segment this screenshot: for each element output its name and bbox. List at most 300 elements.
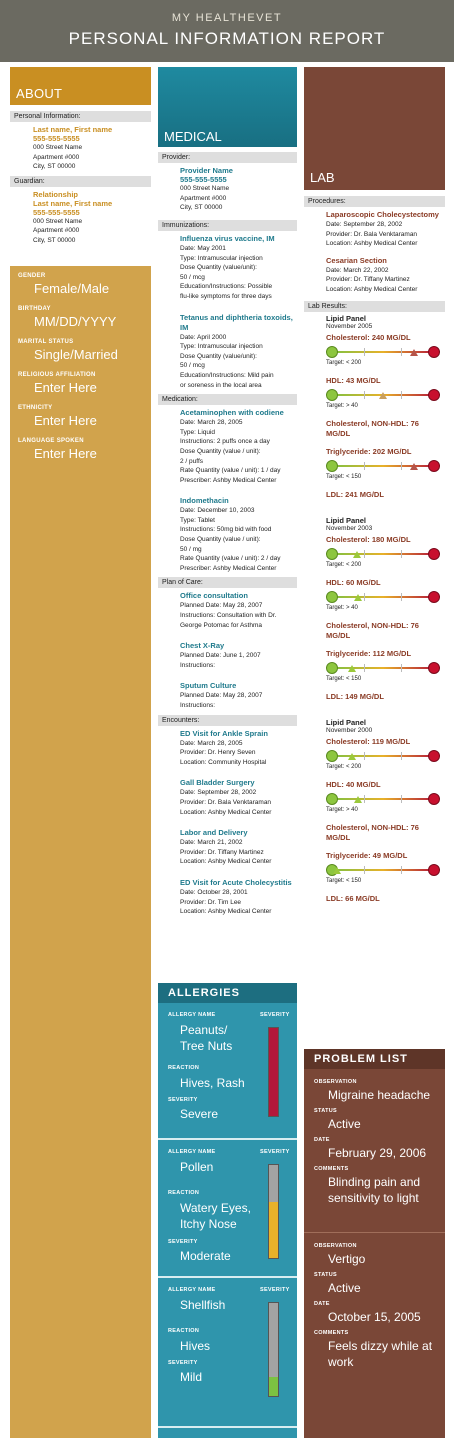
immunization-detail: Dose Quantity (value/unit): (180, 264, 257, 272)
procedure-title: Cesarian Section (326, 255, 387, 265)
immunization-item (180, 313, 297, 391)
medication-detail: Prescriber: Ashby Medical Center (180, 476, 277, 484)
provider-label: Provider: (158, 152, 297, 163)
gauge-marker-icon (353, 551, 361, 558)
gauge-tick (364, 752, 365, 760)
problem-date-label: DATE (314, 1301, 330, 1307)
procedures-label: Procedures: (304, 196, 445, 207)
gauge-track (331, 755, 435, 757)
encounter-detail: Date: March 21, 2002 (180, 839, 243, 847)
lab-test (326, 737, 445, 772)
encounter-detail: Location: Ashby Medical Center (180, 908, 272, 916)
plan-item-detail: Planned Date: May 28, 2007 (180, 602, 263, 610)
lab-test-name: Triglyceride: 112 MG/DL (326, 648, 412, 658)
gauge-track (331, 596, 435, 598)
encounter-title: ED Visit for Ankle Sprain (180, 728, 268, 738)
allergy-item (158, 1003, 297, 1140)
gender-value: Female/Male (34, 281, 110, 296)
medication-detail: Type: Liquid (180, 428, 216, 436)
gauge-low-dot (326, 548, 338, 560)
problem-date: February 29, 2006 (328, 1146, 427, 1160)
immunization-detail: or soreness in the local area (180, 381, 262, 389)
medication-detail: Instructions: 2 puffs once a day (180, 438, 270, 446)
gauge-low-dot (326, 591, 338, 603)
encounters-list (158, 726, 297, 921)
problem-comments: Feels dizzy while at work (328, 1339, 433, 1369)
problem-observation: Migraine headache (328, 1088, 431, 1102)
lab-test-name: Cholesterol: 240 MG/DL (326, 332, 411, 342)
gauge-marker-icon (410, 349, 418, 356)
gauge-tick (364, 391, 365, 399)
personal-city: City, ST 00000 (33, 163, 76, 171)
lab-test-target: Target: > 40 (326, 806, 358, 813)
lab-test-name: Triglyceride: 49 MG/DL (326, 850, 408, 860)
gauge-tick (364, 550, 365, 558)
medical-heading: MEDICAL (158, 67, 297, 147)
severity-level-label: SEVERITY (168, 1360, 198, 1366)
lab-test-target: Target: < 200 (326, 763, 362, 770)
lab-test-target: Target: < 200 (326, 359, 362, 366)
severity-bar (268, 1302, 279, 1397)
lab-test-target: Target: > 40 (326, 604, 358, 611)
medication-detail: Prescriber: Ashby Medical Center (180, 564, 277, 572)
medical-column (158, 67, 297, 1438)
procedure-detail: Location: Ashby Medical Center (326, 240, 418, 248)
lab-heading: LAB (304, 67, 445, 190)
plan-item-detail: Planned Date: June 1, 2007 (180, 652, 261, 660)
religion-value: Enter Here (34, 380, 97, 395)
plan-item-detail: George Potomac for Asthma (180, 621, 263, 629)
lab-gauge (326, 590, 440, 604)
problem-comments-label: COMMENTS (314, 1330, 349, 1336)
gauge-tick (401, 550, 402, 558)
encounter-item (180, 729, 297, 768)
allergy-name-label: ALLERGY NAME (168, 1287, 216, 1293)
problem-item (304, 1069, 445, 1233)
gauge-low-dot (326, 750, 338, 762)
encounter-title: Labor and Delivery (180, 828, 248, 838)
language-value: Enter Here (34, 446, 97, 461)
plan-item-item (180, 641, 297, 670)
problem-status-label: STATUS (314, 1272, 337, 1278)
language-label: LANGUAGE SPOKEN (18, 438, 84, 444)
lab-test (326, 376, 445, 411)
lab-test (326, 447, 445, 482)
about-heading: ABOUT (10, 67, 151, 105)
provider-block (158, 163, 297, 220)
birthday-value: MM/DD/YYYY (34, 314, 117, 329)
gauge-low-dot (326, 389, 338, 401)
plan-item-detail: Instructions: (180, 702, 216, 709)
allergy-name: Shellfish (180, 1298, 226, 1312)
procedure-detail: Date: March 22, 2002 (326, 266, 389, 274)
plan-item-title: Chest X-Ray (180, 641, 225, 651)
encounter-detail: Location: Ashby Medical Center (180, 858, 272, 866)
allergy-severity: Mild (180, 1370, 203, 1384)
ethnicity-field (18, 405, 148, 438)
allergy-reaction: Hives (180, 1339, 211, 1353)
severity-bar-fill (269, 1377, 278, 1396)
encounter-detail: Date: March 28, 2005 (180, 739, 243, 747)
guardian-name: Last name, First name (33, 198, 113, 208)
severity-label: SEVERITY (260, 1012, 290, 1018)
encounter-detail: Date: September 28, 2002 (180, 789, 257, 797)
medication-detail: Instructions: 50mg bid with food (180, 526, 272, 534)
problem-list-panel (304, 1049, 445, 1438)
gauge-track (331, 667, 435, 669)
lab-gauge (326, 749, 440, 763)
lab-test (326, 621, 445, 641)
procedure-detail: Location: Ashby Medical Center (326, 285, 418, 293)
problem-observation-label: OBSERVATION (314, 1079, 357, 1085)
medication-detail: 2 / puffs (180, 457, 204, 465)
gauge-track (331, 869, 435, 871)
problem-date: October 15, 2005 (328, 1310, 421, 1324)
encounter-detail: Provider: Dr. Tim Lee (180, 898, 242, 906)
ethnicity-label: ETHNICITY (18, 405, 53, 411)
plan-item-item (180, 591, 297, 630)
plan-item-detail: Planned Date: May 28, 2007 (180, 692, 263, 700)
lab-test-name: LDL: 66 MG/DL (326, 893, 380, 903)
immunization-detail: Date: May 2001 (180, 245, 226, 252)
lab-panel (304, 514, 445, 716)
lab-panel (304, 312, 445, 514)
lab-panel-date: November 2005 (326, 322, 373, 330)
gauge-marker-icon (348, 665, 356, 672)
immunization-detail: flu-like symptoms for three days (180, 292, 272, 300)
lab-test (326, 851, 445, 886)
encounter-detail: Location: Community Hospital (180, 758, 267, 766)
lab-test (326, 692, 445, 702)
ethnicity-value: Enter Here (34, 413, 97, 428)
reaction-label: REACTION (168, 1065, 200, 1071)
provider-apt: Apartment #000 (180, 194, 227, 202)
gauge-marker-icon (410, 463, 418, 470)
gauge-tick (364, 348, 365, 356)
lab-test (326, 649, 445, 684)
personal-apt: Apartment #000 (33, 153, 80, 161)
provider-phone: 555-555-5555 (180, 175, 227, 184)
medication-list (158, 405, 297, 577)
personal-street: 000 Street Name (33, 144, 83, 151)
allergy-severity: Moderate (180, 1249, 231, 1263)
lab-test-target: Target: < 150 (326, 473, 362, 480)
gauge-high-dot (428, 346, 440, 358)
problem-observation: Vertigo (328, 1252, 366, 1266)
encounter-item (180, 828, 297, 867)
gauge-tick (364, 593, 365, 601)
gauge-tick (364, 462, 365, 470)
lab-test-target: Target: < 150 (326, 675, 362, 682)
lab-panel-date: November 2000 (326, 726, 373, 734)
medical-sections (158, 220, 297, 921)
gauge-tick (401, 795, 402, 803)
gauge-low-dot (326, 662, 338, 674)
allergy-name-label: ALLERGY NAME (168, 1012, 216, 1018)
provider-name: Provider Name (180, 166, 233, 175)
gauge-high-dot (428, 750, 440, 762)
demographics (18, 273, 148, 471)
marital-field (18, 339, 148, 372)
severity-bar-fill (269, 1028, 278, 1116)
lab-column (304, 67, 445, 1438)
allergy-reaction: Watery Eyes, Itchy Nose (180, 1201, 251, 1231)
immunization-detail: 50 / mcg (180, 273, 205, 281)
encounter-item (180, 778, 297, 817)
gauge-high-dot (428, 548, 440, 560)
severity-level-label: SEVERITY (168, 1239, 198, 1245)
medication-detail: Dose Quantity (value / unit): (180, 447, 261, 455)
about-column (10, 67, 151, 1438)
lab-test-name: HDL: 40 MG/DL (326, 779, 381, 789)
reaction-label: REACTION (168, 1190, 200, 1196)
procedure-detail: Date: September 28, 2002 (326, 221, 403, 228)
gender-label: GENDER (18, 273, 46, 279)
severity-bar (268, 1027, 279, 1117)
procedure-detail: Provider: Dr. Tiffany Martinez (326, 276, 410, 284)
gauge-tick (401, 593, 402, 601)
procedure-list (304, 207, 445, 299)
severity-bar (268, 1164, 279, 1259)
lab-test-name: Cholesterol: 119 MG/DL (326, 736, 411, 746)
immunizations-list (158, 231, 297, 394)
encounter-detail: Provider: Dr. Bala Venktaraman (180, 798, 272, 806)
gauge-track (331, 465, 435, 467)
lab-test (326, 333, 445, 368)
gauge-tick (401, 866, 402, 874)
encounter-title: Gall Bladder Surgery (180, 778, 255, 788)
allergy-name-label: ALLERGY NAME (168, 1149, 216, 1155)
provider-city: City, ST 00000 (180, 204, 223, 212)
medication-title: Acetaminophen with codiene (180, 408, 284, 418)
allergy-severity: Severe (180, 1107, 219, 1121)
gauge-marker-icon (379, 392, 387, 399)
birthday-label: BIRTHDAY (18, 306, 51, 312)
encounter-detail: Date: October 28, 2001 (180, 888, 248, 896)
severity-label: SEVERITY (260, 1149, 290, 1155)
immunization-detail: 50 / mcg (180, 362, 205, 370)
gauge-tick (401, 348, 402, 356)
lab-gauge (326, 388, 440, 402)
lab-results-label: Lab Results: (304, 301, 445, 312)
procedure-detail: Provider: Dr. Bala Venktaraman (326, 230, 418, 238)
religion-label: RELIGIOUS AFFILIATION (18, 372, 96, 378)
gauge-high-dot (428, 460, 440, 472)
plan-item-title: Office consultation (180, 591, 248, 601)
lab-panel (304, 716, 445, 918)
gauge-tick (401, 462, 402, 470)
problem-list-heading: PROBLEM LIST (304, 1049, 445, 1069)
problem-date-label: DATE (314, 1137, 330, 1143)
severity-label: SEVERITY (260, 1287, 290, 1293)
medication-detail: Rate Quantity (value / unit): 1 / day (180, 467, 281, 475)
problem-comments: Blinding pain and sensitivity to light (328, 1175, 421, 1205)
guardian-city: City, ST 00000 (33, 236, 76, 244)
lab-test-target: Target: > 40 (326, 402, 358, 409)
personal-phone: 555-555-5555 (33, 134, 80, 143)
lab-gauge (326, 661, 440, 675)
plan-item-detail: Instructions: (180, 661, 216, 669)
lab-test-name: Cholesterol, NON-HDL: 76 MG/DL (326, 822, 419, 842)
marital-label: MARITAL STATUS (18, 339, 74, 345)
language-field (18, 438, 148, 471)
problem-comments-label: COMMENTS (314, 1166, 349, 1172)
reaction-label: REACTION (168, 1328, 200, 1334)
about-contact-panel (10, 105, 151, 266)
lab-test-name: Triglyceride: 202 MG/DL (326, 446, 412, 456)
gauge-tick (401, 752, 402, 760)
immunization-detail: Dose Quantity (value/unit): (180, 352, 257, 360)
lab-panel-date: November 2003 (326, 524, 373, 532)
personal-info-block (10, 122, 151, 172)
gauge-tick (364, 664, 365, 672)
gauge-high-dot (428, 389, 440, 401)
lab-test (326, 535, 445, 570)
guardian-relationship: Relationship (33, 189, 79, 199)
medication-item (180, 496, 297, 573)
allergies-panel (158, 983, 297, 1438)
medication-detail: Dose Quantity (value / unit): (180, 536, 261, 544)
lab-test (326, 823, 445, 843)
guardian-apt: Apartment #000 (33, 227, 80, 235)
severity-bar-fill (269, 1202, 278, 1258)
gauge-marker-icon (333, 867, 341, 874)
lab-panel-title: Lipid Panel (326, 515, 367, 525)
report-header (0, 0, 454, 62)
problem-status-label: STATUS (314, 1108, 337, 1114)
allergy-reaction: Hives, Rash (180, 1076, 245, 1090)
allergy-item (158, 1278, 297, 1428)
encounter-detail: Location: Ashby Medical Center (180, 808, 272, 816)
immunization-detail: Education/Instructions: Mild pain (180, 371, 274, 379)
guardian-phone: 555-555-5555 (33, 207, 80, 217)
lab-gauge (326, 792, 440, 806)
lab-test-name: Cholesterol, NON-HDL: 76 MG/DL (326, 620, 419, 640)
gauge-tick (364, 866, 365, 874)
lab-panel-title: Lipid Panel (326, 717, 367, 727)
procedure-item (304, 253, 445, 299)
lab-test (326, 780, 445, 815)
encounter-item (180, 878, 297, 917)
problem-status: Active (328, 1117, 361, 1131)
allergy-item (158, 1140, 297, 1278)
gauge-low-dot (326, 460, 338, 472)
guardian-street: 000 Street Name (33, 217, 83, 225)
medication-label: Medication: (158, 394, 297, 405)
problem-item (304, 1233, 445, 1409)
gauge-marker-icon (354, 594, 362, 601)
plan-item-item (180, 681, 297, 710)
allergy-name: Pollen (180, 1160, 214, 1174)
gauge-low-dot (326, 346, 338, 358)
gauge-tick (364, 795, 365, 803)
gauge-marker-icon (348, 753, 356, 760)
plan-item-title: Sputum Culture (180, 681, 237, 691)
procedure-title: Laparoscopic Cholecystectomy (326, 210, 439, 219)
encounter-title: ED Visit for Acute Cholecystitis (180, 877, 292, 887)
personal-name: Last name, First name (33, 125, 113, 134)
severity-level-label: SEVERITY (168, 1097, 198, 1103)
encounter-detail: Provider: Dr. Tiffany Martinez (180, 848, 264, 856)
immunization-title: Influenza virus vaccine, IM (180, 234, 275, 243)
lab-test-name: Cholesterol, NON-HDL: 76 MG/DL (326, 418, 419, 438)
medication-detail: Rate Quantity (value / unit): 2 / day (180, 555, 281, 563)
immunization-detail: Type: Intramuscular injection (180, 343, 263, 351)
gender-field (18, 273, 148, 306)
personal-info-label: Personal Information: (10, 111, 151, 122)
birthday-field (18, 306, 148, 339)
gauge-high-dot (428, 662, 440, 674)
problem-status: Active (328, 1281, 361, 1295)
encounter-detail: Provider: Dr. Henry Seven (180, 749, 256, 757)
provider-street: 000 Street Name (180, 185, 230, 192)
lab-test (326, 490, 445, 500)
procedure-item (304, 207, 445, 253)
lab-test-name: LDL: 149 MG/DL (326, 691, 384, 701)
report-title: PERSONAL INFORMATION REPORT (68, 29, 386, 48)
lab-test-target: Target: < 150 (326, 877, 362, 884)
lab-gauge (326, 863, 440, 877)
immunization-detail: Date: April 2000 (180, 333, 227, 341)
immunization-detail: Education/Instructions: Possible (180, 283, 273, 291)
immunizations-label: Immunizations: (158, 220, 297, 231)
problem-items (304, 1069, 445, 1409)
gauge-high-dot (428, 591, 440, 603)
plan-item-detail: Instructions: Consultation with Dr. (180, 612, 277, 620)
gauge-track (331, 798, 435, 800)
problem-observation-label: OBSERVATION (314, 1243, 357, 1249)
medication-detail: Date: December 10, 2003 (180, 507, 255, 515)
allergies-heading: ALLERGIES (158, 983, 297, 1003)
lab-test-name: HDL: 43 MG/DL (326, 375, 381, 385)
religion-field (18, 372, 148, 405)
gauge-track (331, 553, 435, 555)
immunization-detail: Type: Intramuscular injection (180, 254, 263, 262)
gauge-track (331, 351, 435, 353)
immunization-title: Tetanus and diphtheria toxoids, IM (180, 312, 293, 332)
medical-body (158, 152, 297, 921)
lab-test (326, 578, 445, 613)
medication-detail: 50 / mg (180, 545, 202, 553)
allergy-name: Peanuts/ Tree Nuts (180, 1023, 233, 1053)
marital-value: Single/Married (34, 347, 118, 362)
guardian-block (10, 187, 151, 246)
gauge-high-dot (428, 864, 440, 876)
medication-title: Indomethacin (180, 496, 229, 506)
lab-test-name: HDL: 60 MG/DL (326, 577, 381, 587)
gauge-marker-icon (354, 796, 362, 803)
lab-panel-list (304, 312, 445, 918)
medication-detail: Date: March 28, 2005 (180, 419, 243, 427)
plan-list (158, 588, 297, 714)
gauge-low-dot (326, 793, 338, 805)
immunization-item (180, 234, 297, 302)
lab-test-name: LDL: 241 MG/DL (326, 489, 384, 499)
medication-item (180, 408, 297, 485)
encounters-label: Encounters: (158, 715, 297, 726)
lab-test-target: Target: < 200 (326, 561, 362, 568)
lab-panel-title: Lipid Panel (326, 313, 367, 323)
lab-body (304, 196, 445, 918)
lab-test (326, 894, 445, 904)
report-subtitle: MY HEALTHEVET (171, 12, 283, 24)
plan-label: Plan of Care: (158, 577, 297, 588)
lab-test-name: Cholesterol: 180 MG/DL (326, 534, 411, 544)
medication-detail: Type: Tablet (180, 516, 215, 524)
allergy-list (158, 1003, 297, 1428)
gauge-tick (401, 664, 402, 672)
gauge-tick (401, 391, 402, 399)
